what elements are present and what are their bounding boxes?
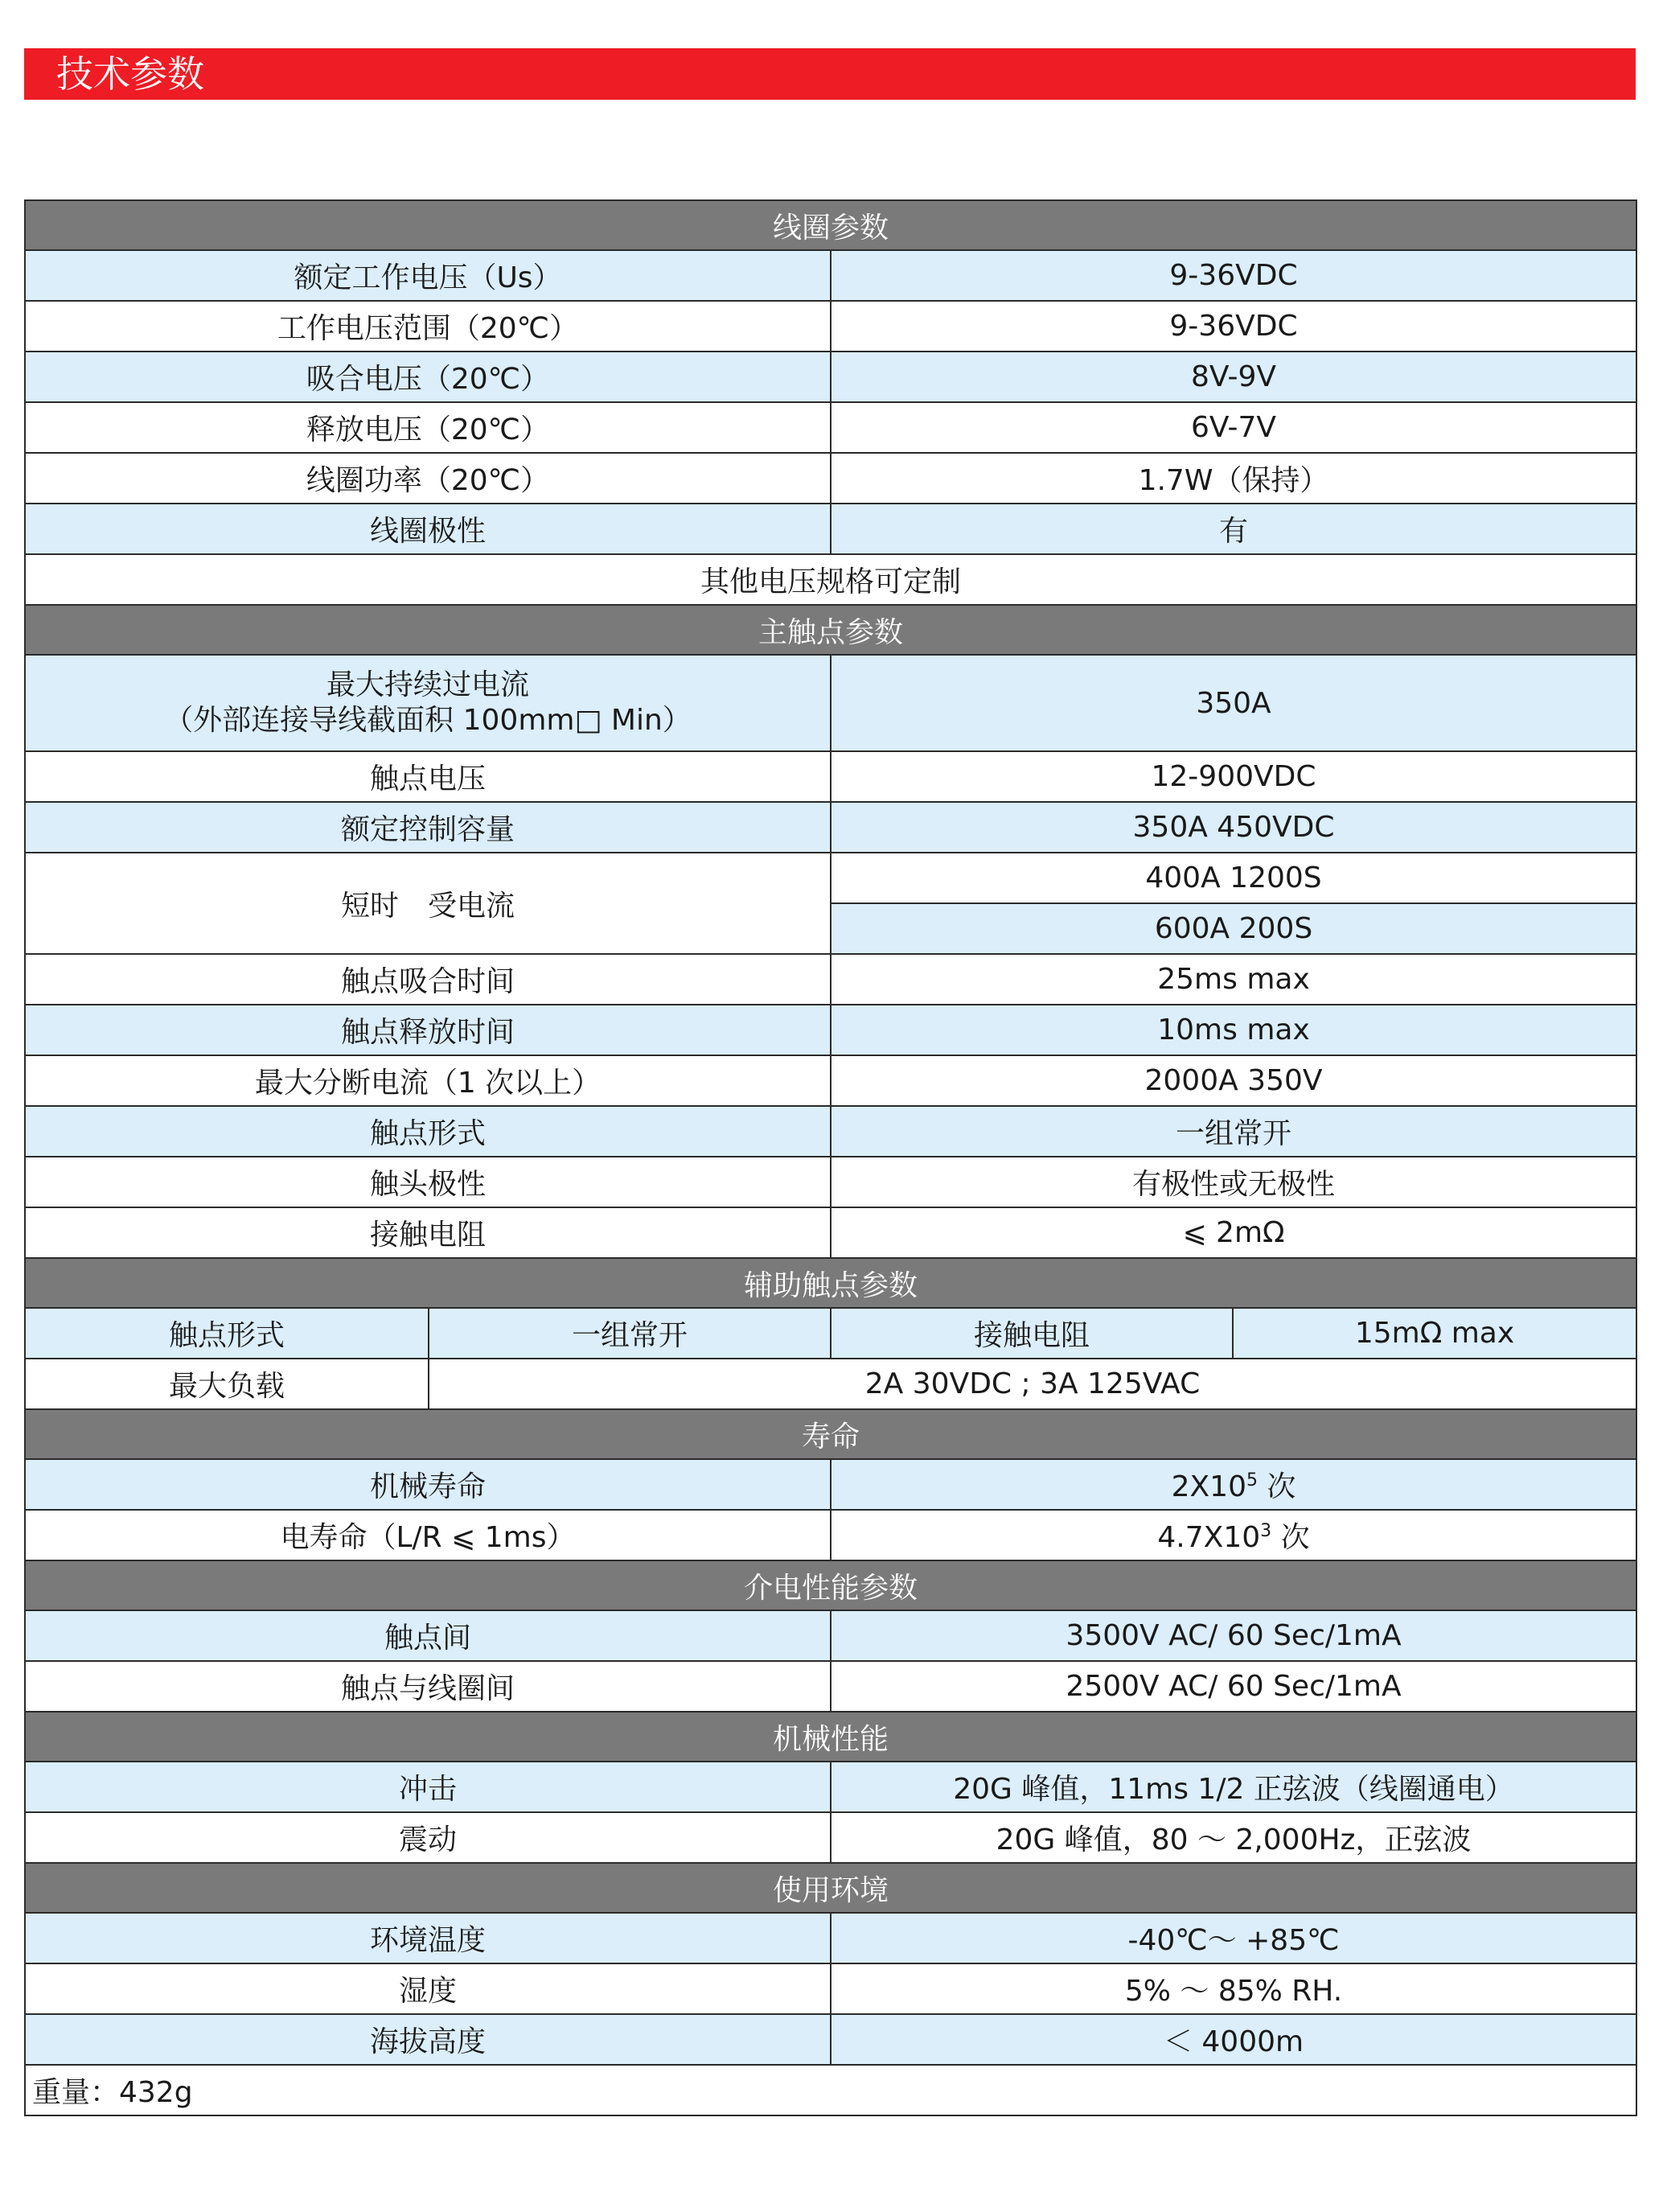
table-row	[25, 751, 1636, 802]
param-value: ⩽ 2mΩ	[831, 1207, 1636, 1258]
param-label: 冲击	[25, 1762, 831, 1812]
param-label: 环境温度	[25, 1913, 831, 1963]
table-row	[25, 1157, 1636, 1207]
param-label: 线圈极性	[25, 504, 831, 554]
mech-life-base: 2X10	[1171, 1470, 1246, 1503]
section-header-dielectric	[25, 1560, 1636, 1610]
param-label: 电寿命（L/R ⩽ 1ms）	[25, 1510, 831, 1560]
section-title: 介电性能参数	[25, 1560, 1636, 1610]
section-header-environment	[25, 1863, 1636, 1913]
param-value	[831, 1459, 1636, 1510]
table-row	[25, 1762, 1636, 1812]
mech-life-unit: 次	[1257, 1470, 1296, 1503]
table-row	[25, 1106, 1636, 1157]
param-label: 触点与线圈间	[25, 1661, 831, 1712]
table-row	[25, 1308, 1636, 1359]
param-value: 25ms max	[831, 954, 1636, 1005]
param-value: 15mΩ max	[1233, 1308, 1636, 1359]
custom-voltage-note: 其他电压规格可定制	[25, 554, 1636, 605]
param-label: 触点形式	[25, 1106, 831, 1157]
section-title: 机械性能	[25, 1712, 1636, 1762]
param-label: 最大分断电流（1 次以上）	[25, 1055, 831, 1106]
elec-life-unit: 次	[1271, 1521, 1310, 1554]
param-value: 3500V AC/ 60 Sec/1mA	[831, 1610, 1636, 1661]
param-label: 震动	[25, 1812, 831, 1863]
table-row	[25, 655, 1636, 751]
table-row	[25, 453, 1636, 504]
param-value: 12-900VDC	[831, 751, 1636, 802]
elec-life-exponent: 3	[1260, 1521, 1272, 1541]
section-header-mechanical	[25, 1712, 1636, 1762]
spec-table	[24, 199, 1637, 2116]
param-value: 有	[831, 504, 1636, 554]
param-value: 一组常开	[429, 1308, 831, 1359]
param-value: ＜ 4000m	[831, 2014, 1636, 2065]
param-label: 释放电压（20℃）	[25, 402, 831, 453]
table-row	[25, 301, 1636, 352]
table-row	[25, 853, 1636, 903]
param-value: -40℃～ +85℃	[831, 1913, 1636, 1963]
section-title: 寿命	[25, 1409, 1636, 1459]
section-title: 线圈参数	[25, 200, 1636, 250]
table-row	[25, 2014, 1636, 2065]
param-value: 8V-9V	[831, 352, 1636, 402]
param-label	[25, 655, 831, 751]
table-row	[25, 1359, 1636, 1409]
table-row	[25, 954, 1636, 1005]
param-label: 触点电压	[25, 751, 831, 802]
param-value: 2A 30VDC ; 3A 125VAC	[429, 1359, 1636, 1409]
table-row	[25, 1005, 1636, 1055]
param-value: 350A	[831, 655, 1636, 751]
param-label: 触点吸合时间	[25, 954, 831, 1005]
section-title: 使用环境	[25, 1863, 1636, 1913]
param-label: 吸合电压（20℃）	[25, 352, 831, 402]
param-label: 触点释放时间	[25, 1005, 831, 1055]
elec-life-base: 4.7X10	[1157, 1521, 1261, 1554]
max-current-sublabel: （外部连接导线截面积 100mm□ Min）	[164, 704, 692, 737]
page-title: 技术参数	[24, 48, 1636, 100]
table-row	[25, 1661, 1636, 1712]
param-label: 湿度	[25, 1963, 831, 2014]
weight-note: 重量：432g	[25, 2065, 1636, 2115]
section-header-aux-contact	[25, 1258, 1636, 1308]
table-row	[25, 1913, 1636, 1963]
max-current-label: 最大持续过电流	[326, 668, 529, 701]
param-value: 有极性或无极性	[831, 1157, 1636, 1207]
table-row	[25, 402, 1636, 453]
param-value: 10ms max	[831, 1005, 1636, 1055]
param-value: 9-36VDC	[831, 301, 1636, 352]
param-value: 2500V AC/ 60 Sec/1mA	[831, 1661, 1636, 1712]
section-title: 辅助触点参数	[25, 1258, 1636, 1308]
param-label: 额定工作电压（Us）	[25, 250, 831, 301]
param-label: 额定控制容量	[25, 802, 831, 853]
table-row	[25, 554, 1636, 605]
param-value: 5% ～ 85% RH.	[831, 1963, 1636, 2014]
table-row	[25, 250, 1636, 301]
param-value: 9-36VDC	[831, 250, 1636, 301]
param-label: 接触电阻	[831, 1308, 1233, 1359]
section-header-main-contact	[25, 605, 1636, 655]
table-row	[25, 1510, 1636, 1560]
table-row	[25, 1459, 1636, 1510]
param-label: 触点间	[25, 1610, 831, 1661]
param-label: 接触电阻	[25, 1207, 831, 1258]
table-row	[25, 2065, 1636, 2115]
param-label: 机械寿命	[25, 1459, 831, 1510]
table-row	[25, 352, 1636, 402]
table-row	[25, 1610, 1636, 1661]
table-row	[25, 1055, 1636, 1106]
table-row	[25, 1812, 1636, 1863]
section-header-coil	[25, 200, 1636, 250]
table-row	[25, 1963, 1636, 2014]
table-row	[25, 802, 1636, 853]
param-label: 最大负载	[25, 1359, 429, 1409]
param-value: 一组常开	[831, 1106, 1636, 1157]
param-value: 1.7W（保持）	[831, 453, 1636, 504]
param-value: 6V-7V	[831, 402, 1636, 453]
param-label: 触点形式	[25, 1308, 429, 1359]
param-value: 20G 峰值，80 ～ 2,000Hz，正弦波	[831, 1812, 1636, 1863]
param-value	[831, 1510, 1636, 1560]
section-title: 主触点参数	[25, 605, 1636, 655]
param-label: 工作电压范围（20℃）	[25, 301, 831, 352]
param-label: 线圈功率（20℃）	[25, 453, 831, 504]
param-value: 400A 1200S	[831, 853, 1636, 903]
param-value: 600A 200S	[831, 903, 1636, 954]
table-row	[25, 504, 1636, 554]
param-value: 20G 峰值，11ms 1/2 正弦波（线圈通电）	[831, 1762, 1636, 1812]
table-row	[25, 1207, 1636, 1258]
section-header-life	[25, 1409, 1636, 1459]
mech-life-exponent: 5	[1246, 1470, 1258, 1490]
param-label: 触头极性	[25, 1157, 831, 1207]
param-label: 短时 受电流	[25, 853, 831, 954]
param-label: 海拔高度	[25, 2014, 831, 2065]
param-value: 2000A 350V	[831, 1055, 1636, 1106]
param-value: 350A 450VDC	[831, 802, 1636, 853]
